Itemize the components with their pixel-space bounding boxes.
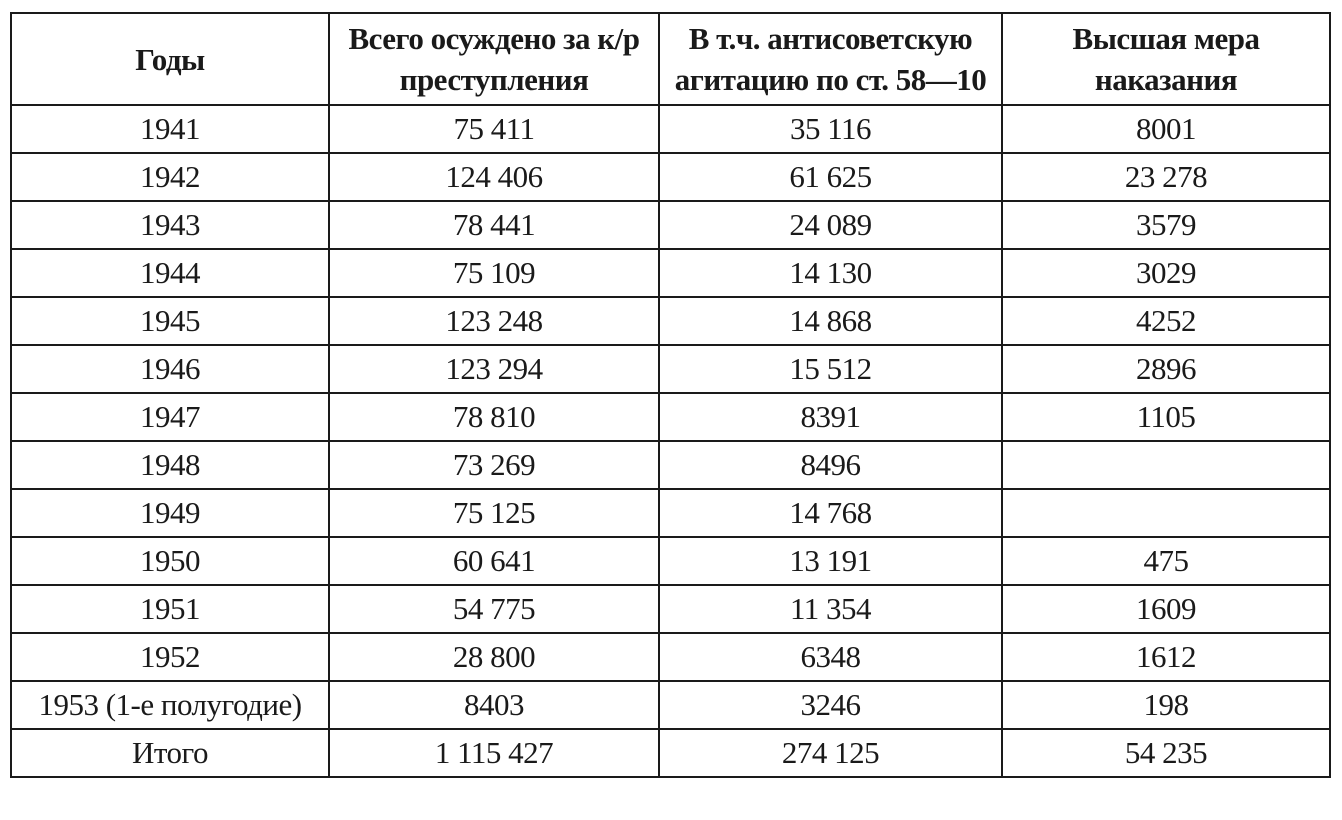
table-row <box>11 249 1330 297</box>
cell-year: 1947 <box>11 393 329 441</box>
cell-anti-soviet-agitation: 14 768 <box>659 489 1002 537</box>
total-row <box>11 729 1330 777</box>
cell-capital-punishment: 475 <box>1002 537 1330 585</box>
cell-capital-punishment <box>1002 441 1330 489</box>
cell-capital-punishment: 3029 <box>1002 249 1330 297</box>
header-years: Годы <box>11 13 329 105</box>
header-capital-punishment: Высшая мера наказания <box>1002 13 1330 105</box>
cell-capital-punishment: 1609 <box>1002 585 1330 633</box>
table-body <box>11 105 1330 777</box>
cell-year: 1950 <box>11 537 329 585</box>
cell-anti-soviet-agitation: 3246 <box>659 681 1002 729</box>
cell-year: 1952 <box>11 633 329 681</box>
cell-year: 1942 <box>11 153 329 201</box>
table-row <box>11 345 1330 393</box>
cell-total-convicted: 8403 <box>329 681 659 729</box>
cell-year: 1953 (1-е полугодие) <box>11 681 329 729</box>
cell-capital-punishment: 198 <box>1002 681 1330 729</box>
cell-total-convicted: 28 800 <box>329 633 659 681</box>
cell-anti-soviet-agitation: 8496 <box>659 441 1002 489</box>
cell-total-convicted: 75 109 <box>329 249 659 297</box>
cell-capital-punishment: 3579 <box>1002 201 1330 249</box>
cell-year: Итого <box>11 729 329 777</box>
table-row <box>11 537 1330 585</box>
cell-capital-punishment: 1105 <box>1002 393 1330 441</box>
table-row <box>11 153 1330 201</box>
table-row <box>11 633 1330 681</box>
cell-total-convicted: 123 248 <box>329 297 659 345</box>
cell-anti-soviet-agitation: 274 125 <box>659 729 1002 777</box>
table-row <box>11 585 1330 633</box>
header-row <box>11 13 1330 105</box>
cell-year: 1946 <box>11 345 329 393</box>
convictions-table <box>10 12 1331 778</box>
cell-capital-punishment: 54 235 <box>1002 729 1330 777</box>
header-anti-soviet-agitation: В т.ч. антисоветскую агитацию по ст. 58—10 <box>659 13 1002 105</box>
cell-anti-soviet-agitation: 61 625 <box>659 153 1002 201</box>
cell-year: 1941 <box>11 105 329 153</box>
cell-capital-punishment: 23 278 <box>1002 153 1330 201</box>
table-row <box>11 681 1330 729</box>
cell-capital-punishment <box>1002 489 1330 537</box>
cell-year: 1944 <box>11 249 329 297</box>
cell-capital-punishment: 8001 <box>1002 105 1330 153</box>
cell-anti-soviet-agitation: 11 354 <box>659 585 1002 633</box>
cell-year: 1945 <box>11 297 329 345</box>
cell-year: 1943 <box>11 201 329 249</box>
table-row <box>11 489 1330 537</box>
cell-total-convicted: 75 125 <box>329 489 659 537</box>
cell-year: 1949 <box>11 489 329 537</box>
cell-anti-soviet-agitation: 6348 <box>659 633 1002 681</box>
cell-total-convicted: 124 406 <box>329 153 659 201</box>
table-row <box>11 441 1330 489</box>
cell-capital-punishment: 4252 <box>1002 297 1330 345</box>
cell-total-convicted: 75 411 <box>329 105 659 153</box>
cell-total-convicted: 1 115 427 <box>329 729 659 777</box>
cell-total-convicted: 73 269 <box>329 441 659 489</box>
cell-total-convicted: 54 775 <box>329 585 659 633</box>
cell-anti-soviet-agitation: 14 868 <box>659 297 1002 345</box>
cell-anti-soviet-agitation: 35 116 <box>659 105 1002 153</box>
cell-capital-punishment: 2896 <box>1002 345 1330 393</box>
cell-total-convicted: 60 641 <box>329 537 659 585</box>
table-header <box>11 13 1330 105</box>
table-row <box>11 105 1330 153</box>
cell-anti-soviet-agitation: 15 512 <box>659 345 1002 393</box>
table-row <box>11 297 1330 345</box>
cell-year: 1948 <box>11 441 329 489</box>
cell-total-convicted: 78 810 <box>329 393 659 441</box>
table-row <box>11 393 1330 441</box>
cell-anti-soviet-agitation: 14 130 <box>659 249 1002 297</box>
cell-total-convicted: 123 294 <box>329 345 659 393</box>
cell-year: 1951 <box>11 585 329 633</box>
table-row <box>11 201 1330 249</box>
cell-total-convicted: 78 441 <box>329 201 659 249</box>
cell-anti-soviet-agitation: 24 089 <box>659 201 1002 249</box>
header-total-convicted: Всего осуждено за к/р преступления <box>329 13 659 105</box>
cell-anti-soviet-agitation: 13 191 <box>659 537 1002 585</box>
cell-anti-soviet-agitation: 8391 <box>659 393 1002 441</box>
cell-capital-punishment: 1612 <box>1002 633 1330 681</box>
